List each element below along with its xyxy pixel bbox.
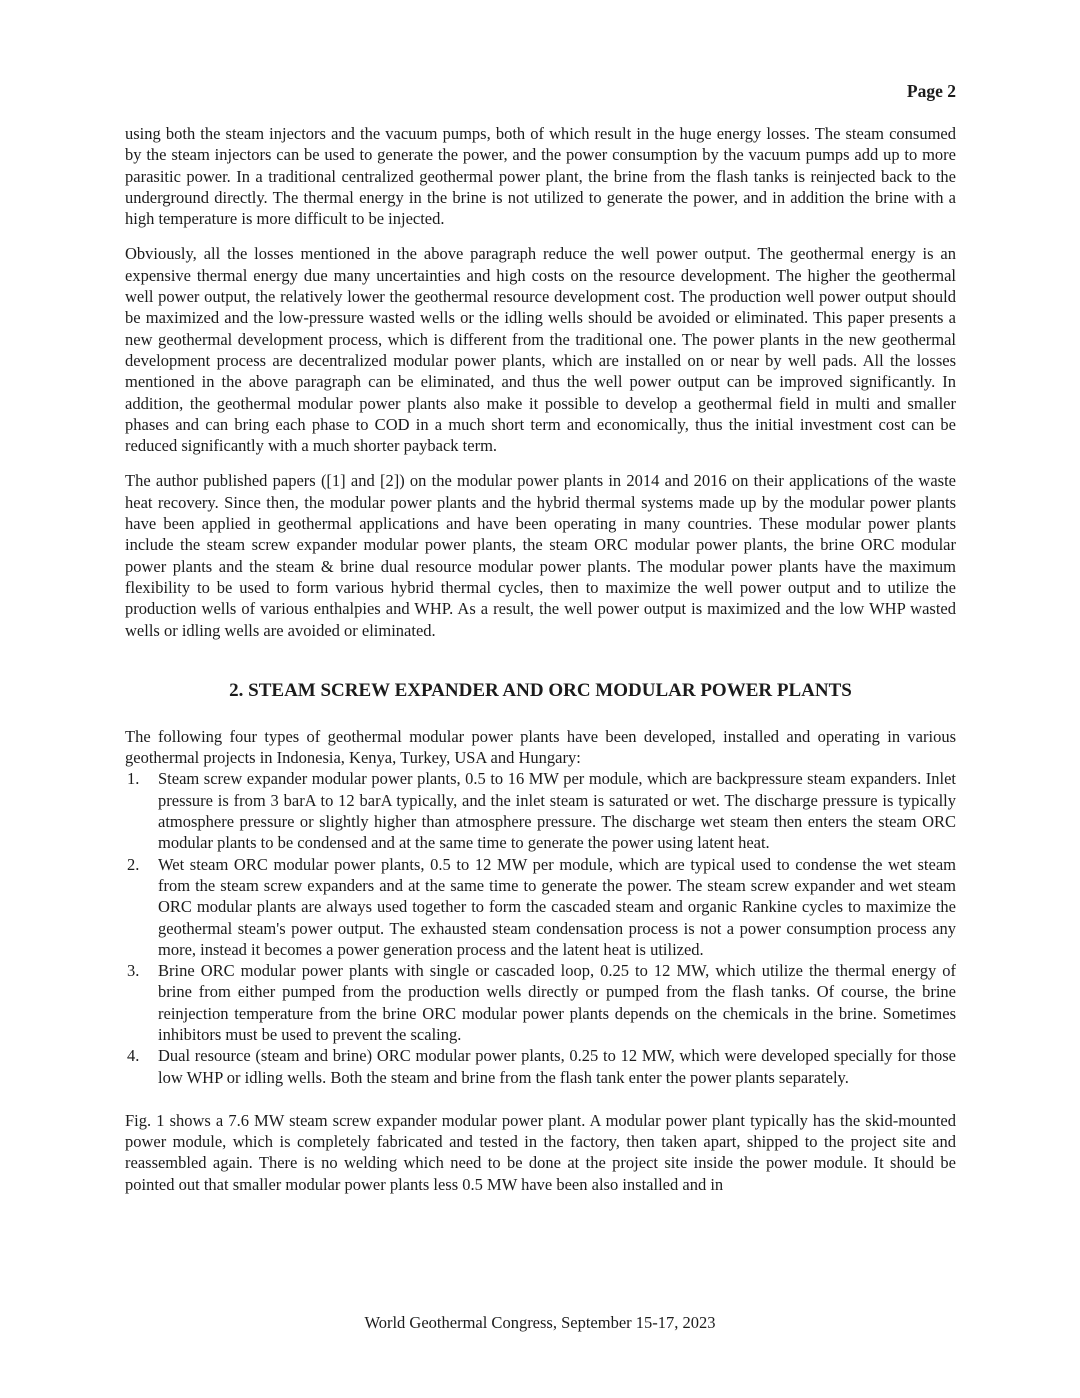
section-2-intro: The following four types of geothermal modular power plants have been developed, installed and operating in various geothermal projects in Indonesia, Kenya, Turkey, USA and Hungary: xyxy=(125,726,956,768)
list-item-2 xyxy=(125,854,956,960)
paragraph-fig1: Fig. 1 shows a 7.6 MW steam screw expander modular power plant. A modular power plant typically has the skid-mounted power module, which is completely fabricated and tested in the factory, then taken apart, shipped to the project site and reassembled again. There is no welding which need to be done at the project site inside the power module. It should be pointed out that smaller modular power plants less 0.5 MW have been also installed and in xyxy=(125,1110,956,1194)
numbered-list xyxy=(125,768,956,1087)
paragraph-author-papers: The author published papers ([1] and [2]) on the modular power plants in 2014 and 2016 on their applications of the waste heat recovery. Since then, the modular power plants and the hybrid thermal systems made up by the modular power plants have been applied in geothermal applications and have been operating in many countries. These modular power plants include the steam screw expander modular power plants, the steam ORC modular power plants, the brine ORC modular power plants and the steam & brine dual resource modular power plants. The modular power plants have the maximum flexibility to be used to form various hybrid thermal cycles, then to maximize the well power output and to utilize the production wells of various enthalpies and WHP. As a result, the well power output is maximized and the low WHP wasted wells or idling wells are avoided or eliminated. xyxy=(125,471,956,640)
list-item-3 xyxy=(125,960,956,1045)
paragraph-steam-injectors: using both the steam injectors and the vacuum pumps, both of which result in the huge energy losses. The steam consumed by the steam injectors can be used to generate the power, and the power consumption by the vacuum pumps add up to more parasitic power. In a traditional centralized geothermal power plant, the brine from the flash tanks is reinjected back to the underground directly. The thermal energy in the brine is not utilized to generate the power, and in addition the brine with a high temperature is more difficult to be injected. xyxy=(125,124,956,229)
list-item-1-text: Steam screw expander modular power plants, 0.5 to 16 MW per module, which are backpressure steam expanders. Inlet pressure is from 3 barA to 12 barA typically, and the inlet steam is saturated or wet. The discharge pressure is typically atmosphere pressure or slightly higher than atmosphere pressure. The discharge wet steam then enters the steam ORC modular plants to be condensed and at the same time to generate the power using latent heat. xyxy=(158,769,956,853)
list-item-4 xyxy=(125,1045,956,1088)
list-item-1 xyxy=(125,768,956,853)
page-number: Page 2 xyxy=(906,81,956,101)
list-item-4-text: Dual resource (steam and brine) ORC modular power plants, 0.25 to 12 MW, which were developed specially for those low WHP or idling wells. Both the steam and brine from the flash tank enter the power plants separately. xyxy=(158,1046,956,1087)
page-content xyxy=(125,0,956,1195)
list-item-2-text: Wet steam ORC modular power plants, 0.5 to 12 MW per module, which are typical used to condense the wet steam from the steam screw expanders and at the same time to generate the power. The steam screw expander and wet steam ORC modular plants are always used together to form the cascaded steam and organic Rankine cycles to maximize the geothermal steam's power output. The exhausted steam condensation process is not a power consumption process any more, instead it becomes a power generation process and the latent heat is utilized. xyxy=(158,854,956,959)
paragraph-losses-development: Obviously, all the losses mentioned in the above paragraph reduce the well power output. The geothermal energy is an expensive thermal energy due many uncertainties and high costs on the resource development. The higher the geothermal well power output, the relatively lower the geothermal resource development cost. The production well power output should be maximized and the low-pressure wasted wells or the idling wells should be avoided or eliminated. This paper presents a new geothermal development process, which is different from the traditional one. The power plants in the new geothermal development process are decentralized modular power plants, which are installed on or near by well pads. All the losses mentioned in the above paragraph can be eliminated, and thus the well power output can be improved significantly. In addition, the geothermal modular power plants also make it possible to develop a geothermal field in multi and smaller phases and can bring each phase to COD in a much short term and economically, thus the initial investment cost can be reduced significantly with a much shorter payback term. xyxy=(125,244,956,456)
list-item-2-number: 2. xyxy=(127,854,140,874)
list-item-3-text: Brine ORC modular power plants with single or cascaded loop, 0.25 to 12 MW, which utilize the thermal energy of brine from either pumped from the production wells directly or pumped from the flash tanks. Of course, the brine reinjection temperature from the brine ORC modular power plants depends on the chemicals in the brine. Sometimes inhibitors must be used to prevent the scaling. xyxy=(158,961,956,1044)
list-item-1-number: 1. xyxy=(127,769,140,789)
list-item-4-number: 4. xyxy=(127,1046,140,1066)
list-item-3-number: 3. xyxy=(127,961,140,981)
footer-conference-line: World Geothermal Congress, September 15-17, 2023 xyxy=(364,1313,716,1332)
section-2-heading: 2. STEAM SCREW EXPANDER AND ORC MODULAR POWER PLANTS xyxy=(229,679,852,701)
